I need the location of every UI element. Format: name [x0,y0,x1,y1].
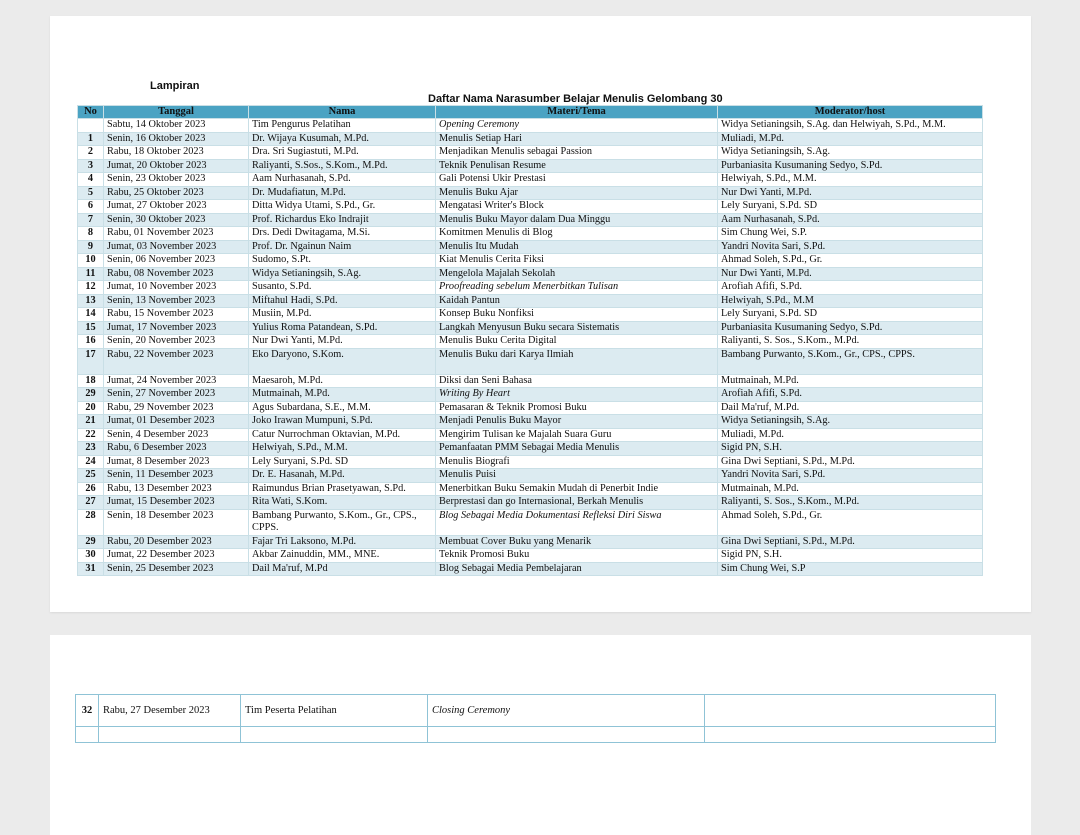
empty-row [76,727,996,743]
cell-nama: Prof. Richardus Eko Indrajit [249,213,436,227]
cell-nama: Eko Daryono, S.Kom. [249,348,436,374]
table-row [78,455,983,469]
cell-materi: Gali Potensi Ukir Prestasi [436,173,718,187]
cell-nama: Prof. Dr. Ngainun Naim [249,240,436,254]
cell-materi: Menulis Buku Ajar [436,186,718,200]
cell-nama: Nur Dwi Yanti, M.Pd. [249,335,436,349]
cell-no: 1 [78,132,104,146]
cell-tanggal: Jumat, 03 November 2023 [104,240,249,254]
header-tanggal: Tanggal [104,106,249,119]
cell-materi: Menulis Buku Mayor dalam Dua Minggu [436,213,718,227]
cell-no: 15 [78,321,104,335]
cell-tanggal: Jumat, 01 Desember 2023 [104,415,249,429]
cell-no: 4 [78,173,104,187]
cell-tanggal: Rabu, 18 Oktober 2023 [104,146,249,160]
cell-nama: Lely Suryani, S.Pd. SD [249,455,436,469]
cell-materi: Menulis Puisi [436,469,718,483]
cell-tanggal: Senin, 18 Desember 2023 [104,509,249,535]
cell-no: 23 [78,442,104,456]
table-row [78,254,983,268]
empty-cell [428,727,705,743]
cell-nama: Dail Ma'ruf, M.Pd [249,562,436,576]
cell-materi: Langkah Menyusun Buku secara Sistematis [436,321,718,335]
cell-materi: Opening Ceremony [436,119,718,133]
cell-no: 29 [78,535,104,549]
table-row [78,428,983,442]
cell-no: 12 [78,281,104,295]
attachment-label: Lampiran [150,80,200,92]
cell-tanggal: Rabu, 20 Desember 2023 [104,535,249,549]
cell-no: 22 [78,428,104,442]
cell-nama: Maesaroh, M.Pd. [249,374,436,388]
table-row [78,562,983,576]
document-page-2 [50,635,1031,835]
cell-tanggal: Rabu, 15 November 2023 [104,308,249,322]
cell-no: 27 [78,496,104,510]
cell-materi: Menulis Buku dari Karya Ilmiah [436,348,718,374]
cell-tanggal: Jumat, 22 Desember 2023 [104,549,249,563]
cell-moderator: Nur Dwi Yanti, M.Pd. [718,267,983,281]
cell-nama: Helwiyah, S.Pd., M.M. [249,442,436,456]
cell-moderator: Gina Dwi Septiani, S.Pd., M.Pd. [718,535,983,549]
cell-moderator: Arofiah Afifi, S.Pd. [718,388,983,402]
cell-tanggal: Senin, 11 Desember 2023 [104,469,249,483]
cell-tanggal: Senin, 20 November 2023 [104,335,249,349]
cell-tanggal: Rabu, 27 Desember 2023 [99,695,241,727]
table-row [78,294,983,308]
cell-moderator: Sigid PN, S.H. [718,442,983,456]
cell-moderator: Yandri Novita Sari, S.Pd. [718,240,983,254]
cell-tanggal: Senin, 16 Oktober 2023 [104,132,249,146]
table-row [78,267,983,281]
table-row [78,227,983,241]
cell-nama: Ditta Widya Utami, S.Pd., Gr. [249,200,436,214]
table-row [78,132,983,146]
cell-no: 11 [78,267,104,281]
cell-tanggal: Senin, 13 November 2023 [104,294,249,308]
cell-moderator: Mutmainah, M.Pd. [718,482,983,496]
cell-materi: Membuat Cover Buku yang Menarik [436,535,718,549]
table-header-row [78,106,983,119]
cell-nama: Musiin, M.Pd. [249,308,436,322]
cell-nama: Tim Peserta Pelatihan [241,695,428,727]
cell-nama: Dr. E. Hasanah, M.Pd. [249,469,436,483]
cell-no: 29 [78,388,104,402]
cell-materi: Teknik Penulisan Resume [436,159,718,173]
cell-tanggal: Senin, 4 Desember 2023 [104,428,249,442]
table-row [78,146,983,160]
cell-no: 25 [78,469,104,483]
cell-nama: Rita Wati, S.Kom. [249,496,436,510]
cell-nama: Aam Nurhasanah, S.Pd. [249,173,436,187]
cell-moderator: Aam Nurhasanah, S.Pd. [718,213,983,227]
cell-nama: Agus Subardana, S.E., M.M. [249,401,436,415]
cell-tanggal: Jumat, 17 November 2023 [104,321,249,335]
table-row [78,549,983,563]
cell-moderator [705,695,996,727]
cell-no: 8 [78,227,104,241]
cell-nama: Bambang Purwanto, S.Kom., Gr., CPS., CPPS. [249,509,436,535]
cell-moderator: Muliadi, M.Pd. [718,132,983,146]
table-row [78,213,983,227]
table-row [78,388,983,402]
table-row [78,200,983,214]
cell-materi: Mengatasi Writer's Block [436,200,718,214]
cell-nama: Susanto, S.Pd. [249,281,436,295]
cell-no: 14 [78,308,104,322]
cell-tanggal: Jumat, 20 Oktober 2023 [104,159,249,173]
closing-table [75,694,996,743]
cell-materi: Menjadikan Menulis sebagai Passion [436,146,718,160]
cell-no: 6 [78,200,104,214]
cell-tanggal: Jumat, 15 Desember 2023 [104,496,249,510]
cell-moderator: Muliadi, M.Pd. [718,428,983,442]
cell-nama: Dra. Sri Sugiastuti, M.Pd. [249,146,436,160]
cell-nama: Raliyanti, S.Sos., S.Kom., M.Pd. [249,159,436,173]
cell-moderator: Sigid PN, S.H. [718,549,983,563]
cell-nama: Dr. Mudafiatun, M.Pd. [249,186,436,200]
empty-cell [76,727,99,743]
cell-moderator: Raliyanti, S. Sos., S.Kom., M.Pd. [718,335,983,349]
cell-tanggal: Senin, 30 Oktober 2023 [104,213,249,227]
cell-materi: Komitmen Menulis di Blog [436,227,718,241]
table-row [78,496,983,510]
cell-no: 20 [78,401,104,415]
cell-moderator: Lely Suryani, S.Pd. SD [718,308,983,322]
cell-materi: Closing Ceremony [428,695,705,727]
header-materi: Materi/Tema [436,106,718,119]
cell-no: 17 [78,348,104,374]
cell-moderator: Nur Dwi Yanti, M.Pd. [718,186,983,200]
cell-tanggal: Rabu, 01 November 2023 [104,227,249,241]
table-row [78,348,983,374]
header-no: No [78,106,104,119]
cell-nama: Mutmainah, M.Pd. [249,388,436,402]
cell-nama: Sudomo, S.Pt. [249,254,436,268]
table-row [76,695,996,727]
cell-tanggal: Rabu, 22 November 2023 [104,348,249,374]
cell-no: 7 [78,213,104,227]
cell-moderator: Widya Setianingsih, S.Ag. [718,415,983,429]
cell-tanggal: Jumat, 10 November 2023 [104,281,249,295]
cell-no: 10 [78,254,104,268]
cell-moderator: Purbaniasita Kusumaning Sedyo, S.Pd. [718,321,983,335]
empty-cell [705,727,996,743]
cell-moderator: Widya Setianingsih, S.Ag. [718,146,983,160]
cell-tanggal: Senin, 23 Oktober 2023 [104,173,249,187]
cell-no: 31 [78,562,104,576]
cell-materi: Teknik Promosi Buku [436,549,718,563]
cell-materi: Kiat Menulis Cerita Fiksi [436,254,718,268]
cell-tanggal: Jumat, 24 November 2023 [104,374,249,388]
table-row [78,401,983,415]
cell-nama: Miftahul Hadi, S.Pd. [249,294,436,308]
table-row [78,119,983,133]
table-row [78,509,983,535]
cell-materi: Kaidah Pantun [436,294,718,308]
cell-materi: Writing By Heart [436,388,718,402]
cell-materi: Proofreading sebelum Menerbitkan Tulisan [436,281,718,295]
cell-moderator: Mutmainah, M.Pd. [718,374,983,388]
cell-materi: Pemasaran & Teknik Promosi Buku [436,401,718,415]
cell-materi: Berprestasi dan go Internasional, Berkah Menulis [436,496,718,510]
cell-tanggal: Rabu, 08 November 2023 [104,267,249,281]
table-row [78,308,983,322]
cell-nama: Fajar Tri Laksono, M.Pd. [249,535,436,549]
cell-moderator: Yandri Novita Sari, S.Pd. [718,469,983,483]
cell-materi: Menulis Biografi [436,455,718,469]
cell-tanggal: Rabu, 29 November 2023 [104,401,249,415]
cell-nama: Catur Nurrochman Oktavian, M.Pd. [249,428,436,442]
cell-no: 24 [78,455,104,469]
cell-no: 13 [78,294,104,308]
cell-nama: Tim Pengurus Pelatihan [249,119,436,133]
cell-moderator: Helwiyah, S.Pd., M.M [718,294,983,308]
cell-nama: Akbar Zainuddin, MM., MNE. [249,549,436,563]
cell-tanggal: Sabtu, 14 Oktober 2023 [104,119,249,133]
cell-moderator: Ahmad Soleh, S.Pd., Gr. [718,509,983,535]
cell-materi: Mengirim Tulisan ke Majalah Suara Guru [436,428,718,442]
cell-no [78,119,104,133]
cell-nama: Yulius Roma Patandean, S.Pd. [249,321,436,335]
cell-materi: Mengelola Majalah Sekolah [436,267,718,281]
speaker-schedule-table [77,105,983,576]
cell-moderator: Sim Chung Wei, S.P. [718,227,983,241]
table-row [78,335,983,349]
cell-materi: Konsep Buku Nonfiksi [436,308,718,322]
cell-tanggal: Senin, 25 Desember 2023 [104,562,249,576]
cell-nama: Dr. Wijaya Kusumah, M.Pd. [249,132,436,146]
cell-moderator: Widya Setianingsih, S.Ag. dan Helwiyah, S.Pd., M.M. [718,119,983,133]
table-row [78,374,983,388]
table-row [78,482,983,496]
cell-tanggal: Rabu, 13 Desember 2023 [104,482,249,496]
cell-moderator: Gina Dwi Septiani, S.Pd., M.Pd. [718,455,983,469]
cell-materi: Menerbitkan Buku Semakin Mudah di Penerbit Indie [436,482,718,496]
cell-no: 30 [78,549,104,563]
cell-materi: Menjadi Penulis Buku Mayor [436,415,718,429]
cell-materi: Blog Sebagai Media Pembelajaran [436,562,718,576]
empty-cell [99,727,241,743]
cell-tanggal: Senin, 27 November 2023 [104,388,249,402]
cell-nama: Widya Setianingsih, S.Ag. [249,267,436,281]
cell-materi: Menulis Setiap Hari [436,132,718,146]
cell-moderator: Ahmad Soleh, S.Pd., Gr. [718,254,983,268]
cell-nama: Drs. Dedi Dwitagama, M.Si. [249,227,436,241]
cell-nama: Raimundus Brian Prasetyawan, S.Pd. [249,482,436,496]
cell-no: 9 [78,240,104,254]
table-row [78,159,983,173]
cell-moderator: Sim Chung Wei, S.P [718,562,983,576]
cell-tanggal: Jumat, 27 Oktober 2023 [104,200,249,214]
document-title: Daftar Nama Narasumber Belajar Menulis Gelombang 30 [428,93,723,105]
cell-moderator: Bambang Purwanto, S.Kom., Gr., CPS., CPPS. [718,348,983,374]
empty-cell [241,727,428,743]
header-nama: Nama [249,106,436,119]
cell-tanggal: Rabu, 6 Desember 2023 [104,442,249,456]
cell-nama: Joko Irawan Mumpuni, S.Pd. [249,415,436,429]
cell-moderator: Helwiyah, S.Pd., M.M. [718,173,983,187]
table-row [78,281,983,295]
cell-materi: Diksi dan Seni Bahasa [436,374,718,388]
cell-tanggal: Senin, 06 November 2023 [104,254,249,268]
cell-materi: Pemanfaatan PMM Sebagai Media Menulis [436,442,718,456]
table-row [78,442,983,456]
cell-no: 26 [78,482,104,496]
cell-no: 5 [78,186,104,200]
cell-no: 2 [78,146,104,160]
table-row [78,186,983,200]
table-row [78,240,983,254]
table-row [78,415,983,429]
cell-materi: Menulis Itu Mudah [436,240,718,254]
cell-tanggal: Rabu, 25 Oktober 2023 [104,186,249,200]
cell-materi: Blog Sebagai Media Dokumentasi Refleksi Diri Siswa [436,509,718,535]
cell-no: 32 [76,695,99,727]
cell-no: 28 [78,509,104,535]
cell-moderator: Purbaniasita Kusumaning Sedyo, S.Pd. [718,159,983,173]
cell-moderator: Arofiah Afifi, S.Pd. [718,281,983,295]
document-page-1 [50,16,1031,612]
cell-moderator: Dail Ma'ruf, M.Pd. [718,401,983,415]
table-row [78,469,983,483]
cell-moderator: Lely Suryani, S.Pd. SD [718,200,983,214]
cell-materi: Menulis Buku Cerita Digital [436,335,718,349]
cell-moderator: Raliyanti, S. Sos., S.Kom., M.Pd. [718,496,983,510]
table-row [78,173,983,187]
cell-no: 21 [78,415,104,429]
table-row [78,321,983,335]
cell-no: 3 [78,159,104,173]
header-moderator: Moderator/host [718,106,983,119]
cell-no: 18 [78,374,104,388]
cell-no: 16 [78,335,104,349]
table-row [78,535,983,549]
cell-tanggal: Jumat, 8 Desember 2023 [104,455,249,469]
